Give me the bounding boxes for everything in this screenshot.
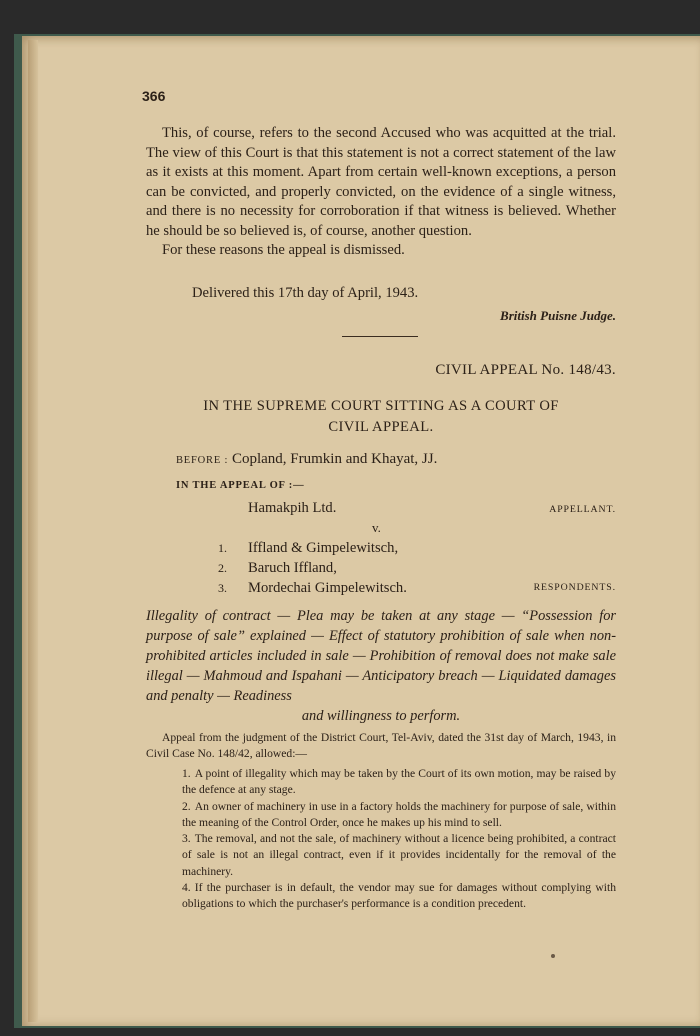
section-divider bbox=[342, 336, 418, 337]
versus: v. bbox=[372, 520, 381, 535]
appeal-from-text: Appeal from the judgment of the District Court, Tel-Aviv, dated the 31st day of March, 1943, in Civil Case No. 148/42, allowed:— bbox=[146, 731, 616, 760]
page-gutter bbox=[28, 40, 38, 1022]
appellant-role: APPELLANT. bbox=[549, 504, 616, 515]
before-label: BEFORE : bbox=[176, 455, 229, 466]
respondents-role: RESPONDENTS. bbox=[533, 582, 616, 593]
respondent-item: 3. Mordechai Gimpelewitsch. bbox=[218, 580, 407, 596]
holding-item: 3. The removal, and not the sale, of machinery without a licence being prohibited, a contract of sale is not an illegal contract, even if it provides incidentally for the removal of the machinery. bbox=[182, 832, 616, 878]
page-number: 366 bbox=[142, 88, 166, 104]
opening-paragraph-block bbox=[146, 124, 616, 261]
respondent-item: 2. Baruch Iffland, bbox=[218, 560, 337, 576]
headnote-last-line: and willingness to perform. bbox=[301, 708, 461, 724]
dismissal-sentence: For these reasons the appeal is dismissed. bbox=[162, 242, 405, 258]
case-number: CIVIL APPEAL No. 148/43. bbox=[435, 362, 616, 378]
court-title-line1: IN THE SUPREME COURT SITTING AS A COURT OF bbox=[203, 398, 559, 414]
headnote bbox=[146, 606, 616, 726]
headnote-text: Illegality of contract — Plea may be taken at any stage — “Possession for purpose of sale” explained — Effect of statutory prohibition of sale when non-prohibited articles included in sale — Prohibition of removal does not make sale illegal — Mahmoud and Ispahani — Anticipatory breach — Liquidated damages and penalty — Readiness bbox=[146, 608, 616, 704]
holdings-list bbox=[182, 766, 616, 913]
holding-item: 4. If the purchaser is in default, the vendor may sue for damages without complying with obligations to which the purchaser's performance is a condition precedent. bbox=[182, 881, 616, 911]
judges-names: Copland, Frumkin and Khayat, JJ. bbox=[231, 451, 438, 467]
opening-paragraph: This, of course, refers to the second Accused who was acquitted at the trial. The view of this Court is that this statement is not a correct statement of the law as it exists at this moment. Apart from certain well-known exceptions, a person can be convicted, and properly convicted, on the evidence of a single witness, and there is no necessity for corroboration if that witness is believed. Whether he should be so believed is, of course, another question. bbox=[146, 125, 616, 239]
court-title-line2: CIVIL APPEAL. bbox=[328, 419, 434, 435]
appellant-name: Hamakpih Ltd. bbox=[248, 500, 337, 516]
delivered-date: Delivered this 17th day of April, 1943. bbox=[192, 285, 419, 301]
paper-speck bbox=[551, 954, 555, 958]
holding-item: 2. An owner of machinery in use in a factory holds the machinery for purpose of sale, within the meaning of the Control Order, once he makes up his mind to sell. bbox=[182, 799, 616, 829]
appeal-of-label: IN THE APPEAL OF :— bbox=[176, 480, 305, 491]
holding-item: 1. A point of illegality which may be taken by the Court of its own motion, may be raised by the defence at any stage. bbox=[182, 767, 616, 797]
bench bbox=[176, 451, 437, 468]
court-title bbox=[146, 396, 616, 438]
respondents-list bbox=[218, 538, 407, 598]
respondent-item: 1. Iffland & Gimpelewitsch, bbox=[218, 540, 399, 556]
judge-signature: British Puisne Judge. bbox=[500, 308, 616, 323]
